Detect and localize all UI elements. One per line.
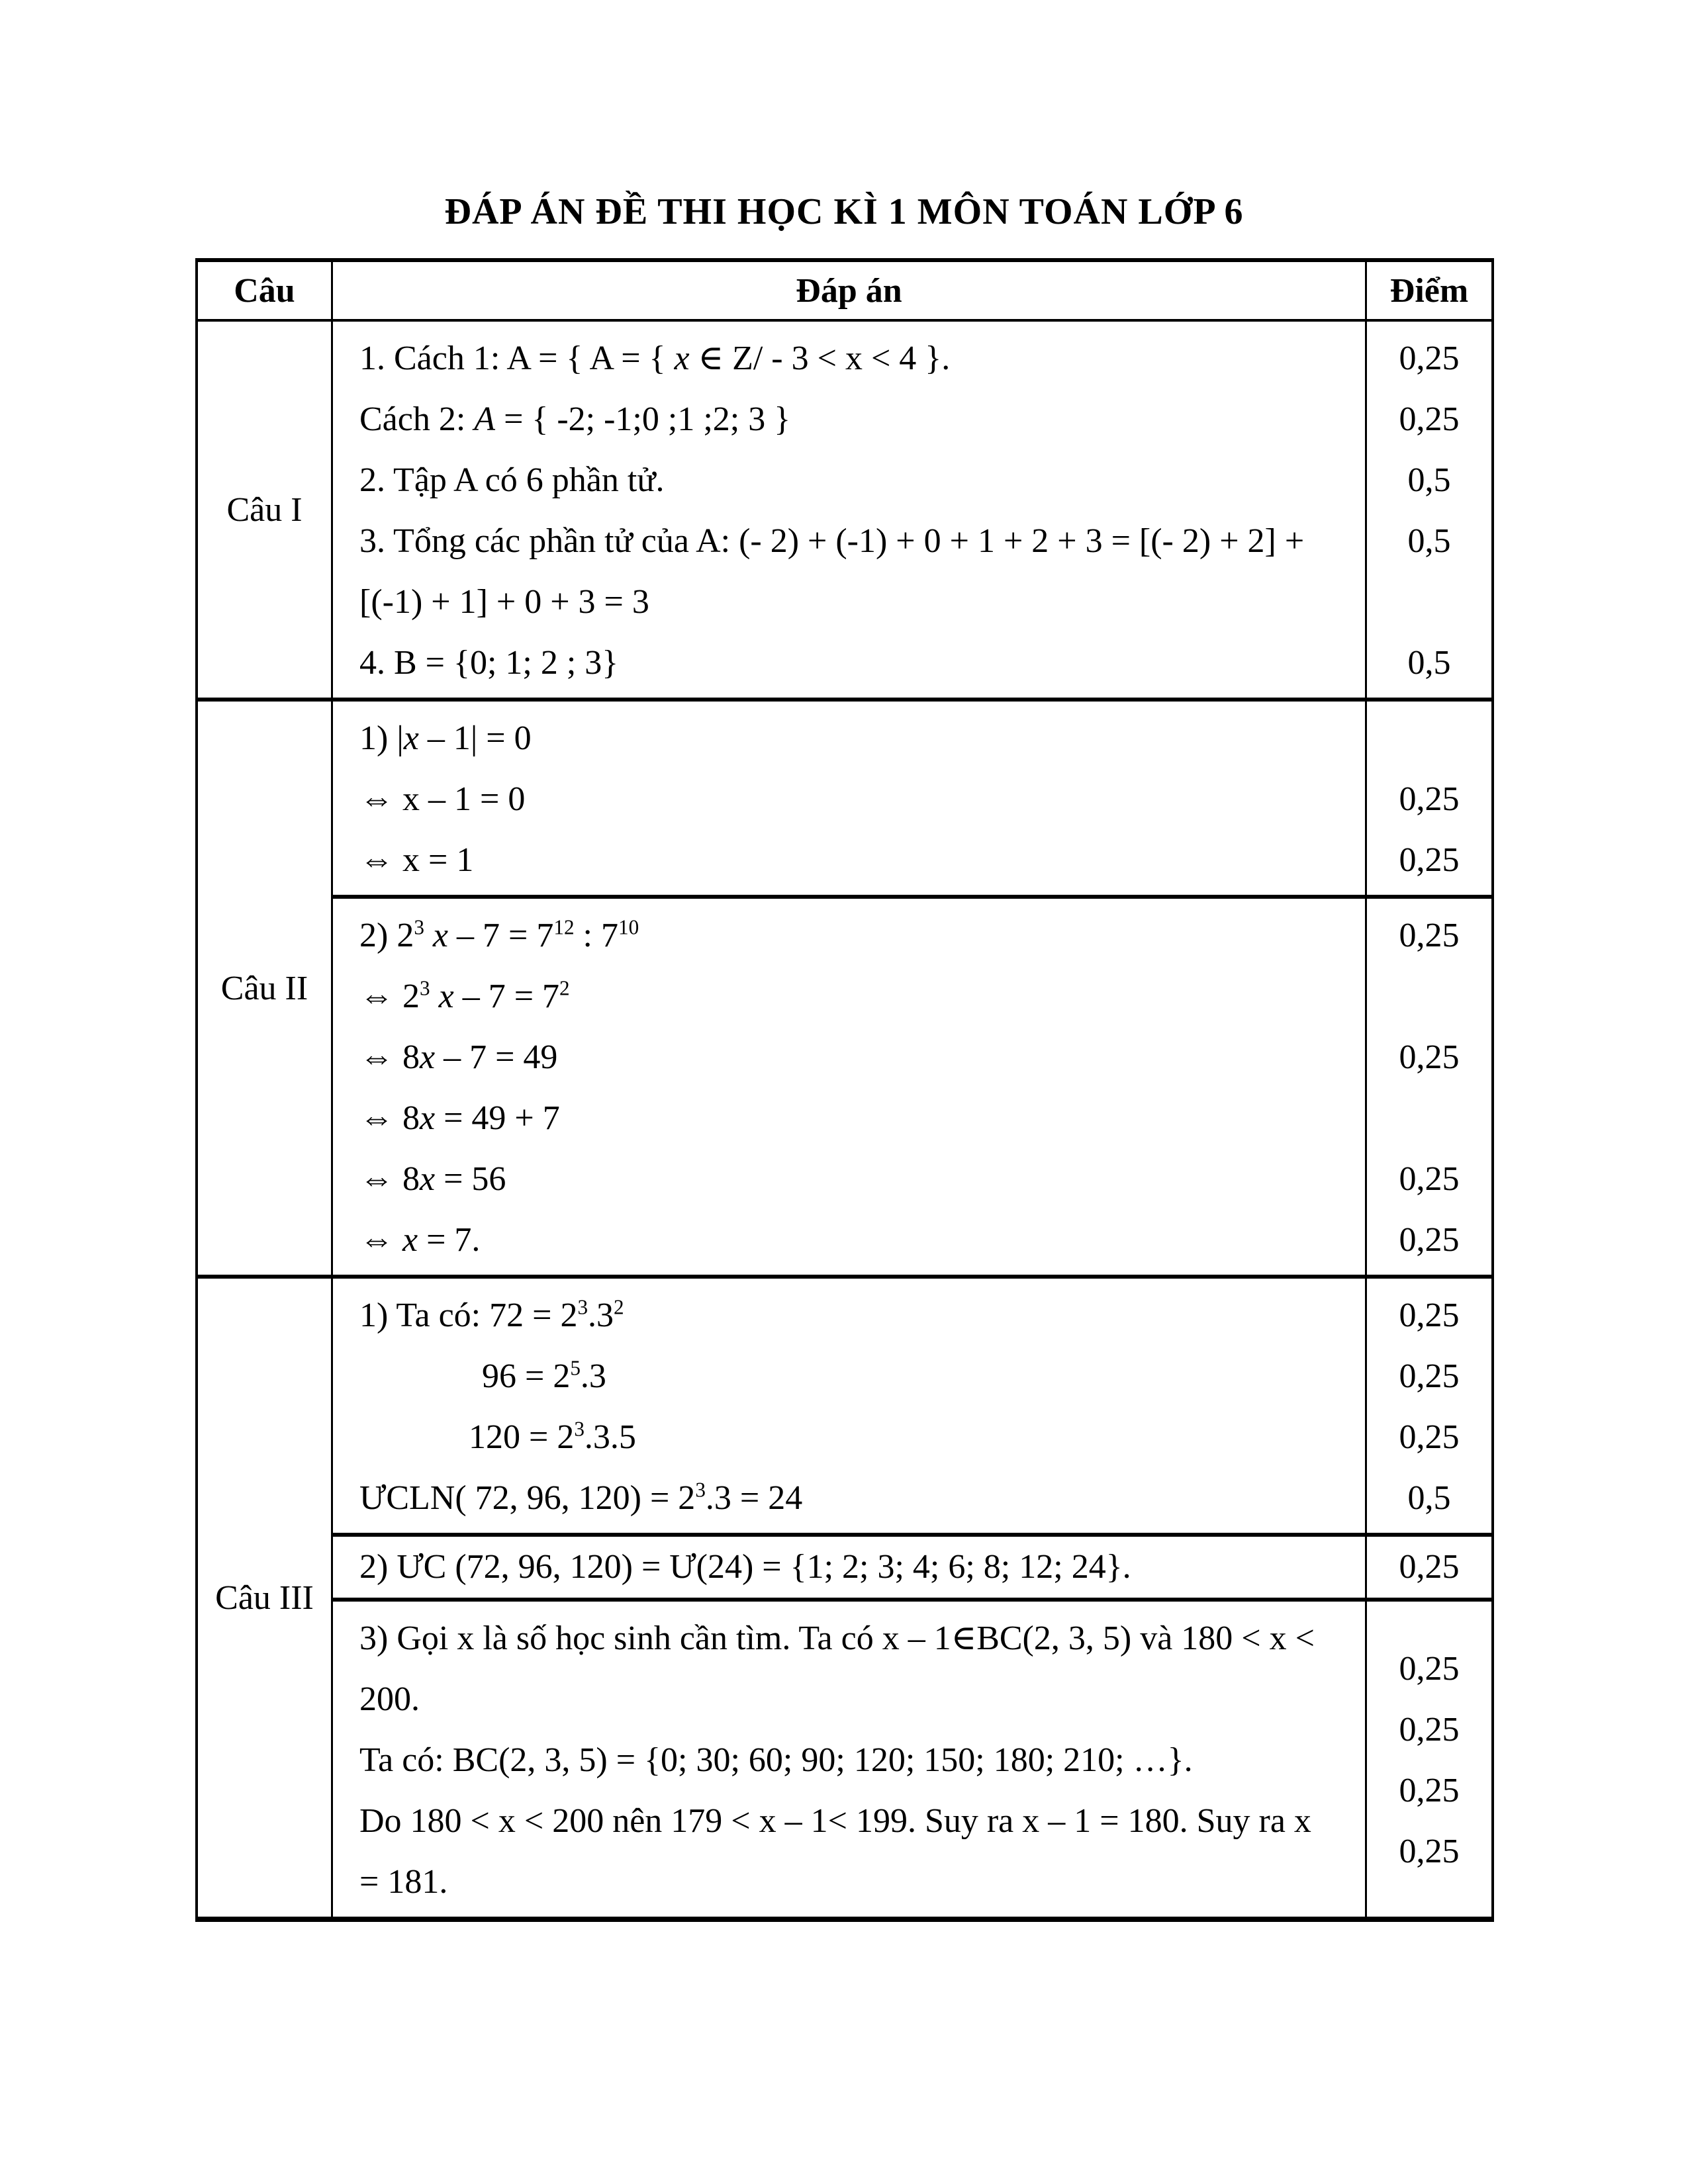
answer-line — [359, 1468, 1352, 1529]
answer-line — [359, 572, 1352, 633]
answer-line — [359, 1852, 1352, 1913]
points-value: 0,5 — [1407, 644, 1451, 682]
table-subrow — [333, 895, 1491, 1275]
table-subrow — [333, 1279, 1491, 1533]
points-value: 0,25 — [1399, 400, 1460, 438]
answer-text-segment: ⇔ x – 1 = 0 — [359, 780, 526, 818]
answer-line — [359, 1537, 1352, 1598]
answer-text-segment: = 7. — [418, 1221, 481, 1259]
answer-text-segment: ⇔ 8 — [359, 1160, 420, 1198]
answer-text-segment: .3 = 24 — [705, 1479, 803, 1517]
answer-text-segment: x — [402, 1221, 418, 1259]
answer-text-segment: 2) 2 — [359, 917, 414, 954]
answer-text-segment: ⇔ 8 — [359, 1099, 420, 1137]
answer-line — [359, 1088, 1352, 1149]
answer-line — [359, 830, 1352, 891]
points-value: 0,25 — [1399, 841, 1460, 879]
points-value: 0,25 — [1399, 780, 1460, 818]
answer-text-segment: 120 = 2 — [469, 1418, 575, 1456]
answer-text-segment: = 56 — [435, 1160, 506, 1198]
answer-text-segment: – 7 = 7 — [453, 978, 560, 1015]
answer-line — [359, 769, 1352, 830]
answer-text-segment: A — [474, 400, 496, 438]
table-header-row — [198, 262, 1491, 322]
section-body — [333, 1279, 1491, 1917]
points-value: 0,5 — [1407, 461, 1451, 499]
points-value: 0,25 — [1399, 917, 1460, 954]
answer-text-segment: 2 — [559, 976, 570, 1000]
points-cell — [1367, 702, 1491, 895]
answer-text-segment: Do 180 < x < 200 nên 179 < x – 1< 199. Suy ra x – 1 = 180. Suy ra x — [359, 1802, 1311, 1840]
answer-text-segment: ƯCLN( 72, 96, 120) = 2 — [359, 1479, 696, 1517]
answer-line — [359, 1791, 1352, 1852]
answer-text-segment: [(-1) + 1] + 0 + 3 = 3 — [359, 583, 649, 621]
points-value: 0,25 — [1399, 340, 1460, 377]
answer-text-segment: Cách 2: — [359, 400, 475, 438]
points-value — [1367, 572, 1491, 633]
answer-text-segment: 2 — [614, 1295, 624, 1319]
points-value: 0,25 — [1399, 1833, 1460, 1870]
section-body — [333, 322, 1491, 698]
header-dap-an: Đáp án — [333, 262, 1367, 319]
answer-text-segment: = 181. — [359, 1863, 448, 1901]
points-value: 0,25 — [1399, 1160, 1460, 1198]
points-value: 0,25 — [1399, 1711, 1460, 1749]
question-label-cell: Câu I — [198, 322, 333, 698]
answer-line — [359, 1608, 1352, 1669]
answer-text-segment: Ta có: BC(2, 3, 5) = {0; 30; 60; 90; 120; 150; 180; 210; …}. — [359, 1741, 1193, 1779]
header-diem: Điểm — [1389, 271, 1469, 310]
answer-text-segment: = 49 + 7 — [435, 1099, 560, 1137]
points-cell — [1367, 1279, 1491, 1533]
answer-text-segment: ⇔ x = 1 — [359, 841, 474, 879]
points-cell — [1367, 1602, 1491, 1917]
points-cell — [1367, 899, 1491, 1275]
answer-cell — [333, 322, 1367, 698]
question-label-cell: Câu II — [198, 702, 333, 1275]
points-value: 0,25 — [1399, 1772, 1460, 1809]
points-value: 0,25 — [1399, 1418, 1460, 1456]
table-subrow — [333, 702, 1491, 895]
answer-text-segment: x — [674, 340, 690, 377]
answer-text-segment: 1. Cách 1: A = { A = { — [359, 340, 675, 377]
answer-line — [359, 328, 1352, 389]
points-value: 0,5 — [1407, 1479, 1451, 1517]
answer-line — [359, 1730, 1352, 1791]
answer-line — [359, 1407, 1352, 1468]
answer-text-segment: = { -2; -1;0 ;1 ;2; 3 } — [495, 400, 791, 438]
answer-line — [359, 450, 1352, 511]
points-value: 0,25 — [1399, 1038, 1460, 1076]
answer-line — [359, 1346, 1352, 1407]
table-subrow — [333, 1533, 1491, 1598]
points-value — [1367, 1088, 1491, 1149]
answer-text-segment — [424, 917, 433, 954]
answer-text-segment: ⇔ — [359, 1221, 402, 1259]
answer-line — [359, 633, 1352, 694]
answer-text-segment: .3.5 — [584, 1418, 636, 1456]
answer-line — [359, 1285, 1352, 1346]
points-value: 0,25 — [1399, 1357, 1460, 1395]
answer-line — [359, 966, 1352, 1027]
answer-cell — [333, 1602, 1367, 1917]
points-value: 0,25 — [1399, 1650, 1460, 1688]
table-section-row — [198, 698, 1491, 1275]
page-title: ĐÁP ÁN ĐỀ THI HỌC KÌ 1 MÔN TOÁN LỚP 6 — [444, 191, 1244, 232]
answer-cell — [333, 702, 1367, 895]
table-section-row — [198, 1275, 1491, 1917]
answer-line — [359, 1027, 1352, 1088]
answer-text-segment: 3 — [577, 1295, 588, 1319]
answer-text-segment: x — [403, 719, 419, 757]
answer-text-segment: 3. Tổng các phần tử của A: (- 2) + (-1) + 0 + 1 + 2 + 3 = [(- 2) + 2] + — [359, 522, 1305, 560]
answer-text-segment: 4. B = {0; 1; 2 ; 3} — [359, 644, 619, 682]
answer-text-segment: 12 — [553, 915, 575, 939]
answer-line — [359, 1210, 1352, 1271]
points-cell — [1367, 322, 1491, 698]
points-value — [1367, 966, 1491, 1027]
answer-text-segment: 3) Gọi x là số học sinh cần tìm. Ta có x – 1∈BC(2, 3, 5) và 180 < x < — [359, 1619, 1315, 1657]
answer-text-segment: 2. Tập A có 6 phần tử. — [359, 461, 665, 499]
answer-cell — [333, 1537, 1367, 1598]
answer-text-segment: x — [420, 1099, 436, 1137]
points-cell — [1367, 1537, 1491, 1598]
points-value: 0,25 — [1399, 1548, 1460, 1586]
answer-text-segment: .3 — [580, 1357, 606, 1395]
question-label-cell: Câu III — [198, 1279, 333, 1917]
answer-text-segment: 200. — [359, 1680, 420, 1718]
answer-text-segment: ∈ Z/ - 3 < x < 4 }. — [689, 340, 951, 377]
answer-text-segment: ⇔ 8 — [359, 1038, 420, 1076]
answer-text-segment: 2) ƯC (72, 96, 120) = Ư(24) = {1; 2; 3; 4; 6; 8; 12; 24}. — [359, 1548, 1131, 1586]
section-body — [333, 702, 1491, 1275]
answer-text-segment: 3 — [414, 915, 424, 939]
table-subrow — [333, 1598, 1491, 1917]
points-value — [1367, 708, 1491, 769]
table-body — [198, 322, 1491, 1917]
answer-cell — [333, 899, 1367, 1275]
answer-text-segment: x — [420, 1160, 436, 1198]
answer-text-segment: 1) Ta có: 72 = 2 — [359, 1297, 578, 1334]
table-subrow — [333, 322, 1491, 698]
header-cau: Câu — [198, 262, 333, 319]
answer-line — [359, 389, 1352, 450]
answer-text-segment: 5 — [570, 1356, 581, 1380]
answer-text-segment: 1) | — [359, 719, 404, 757]
points-value: 0,25 — [1399, 1221, 1460, 1259]
answer-text-segment: – 1| = 0 — [418, 719, 532, 757]
answer-text-segment: 96 = 2 — [482, 1357, 571, 1395]
answer-text-segment: x — [420, 1038, 436, 1076]
answer-text-segment: 3 — [420, 976, 430, 1000]
answer-text-segment: 10 — [618, 915, 639, 939]
answer-text-segment: x — [438, 978, 454, 1015]
answer-table — [195, 258, 1494, 1922]
answer-text-segment: – 7 = 7 — [448, 917, 554, 954]
answer-cell — [333, 1279, 1367, 1533]
answer-text-segment: x — [432, 917, 449, 954]
answer-line — [359, 708, 1352, 769]
answer-text-segment: : 7 — [574, 917, 618, 954]
points-value: 0,5 — [1407, 522, 1451, 560]
table-section-row — [198, 322, 1491, 698]
answer-line — [359, 905, 1352, 966]
answer-line — [359, 1149, 1352, 1210]
points-value: 0,25 — [1399, 1297, 1460, 1334]
answer-text-segment: – 7 = 49 — [435, 1038, 558, 1076]
answer-text-segment: 3 — [574, 1417, 585, 1441]
answer-line — [359, 511, 1352, 572]
answer-text-segment — [430, 978, 439, 1015]
answer-text-segment: 3 — [695, 1478, 706, 1502]
answer-text-segment: ⇔ 2 — [359, 978, 420, 1015]
answer-line — [359, 1669, 1352, 1730]
answer-text-segment: .3 — [588, 1297, 614, 1334]
